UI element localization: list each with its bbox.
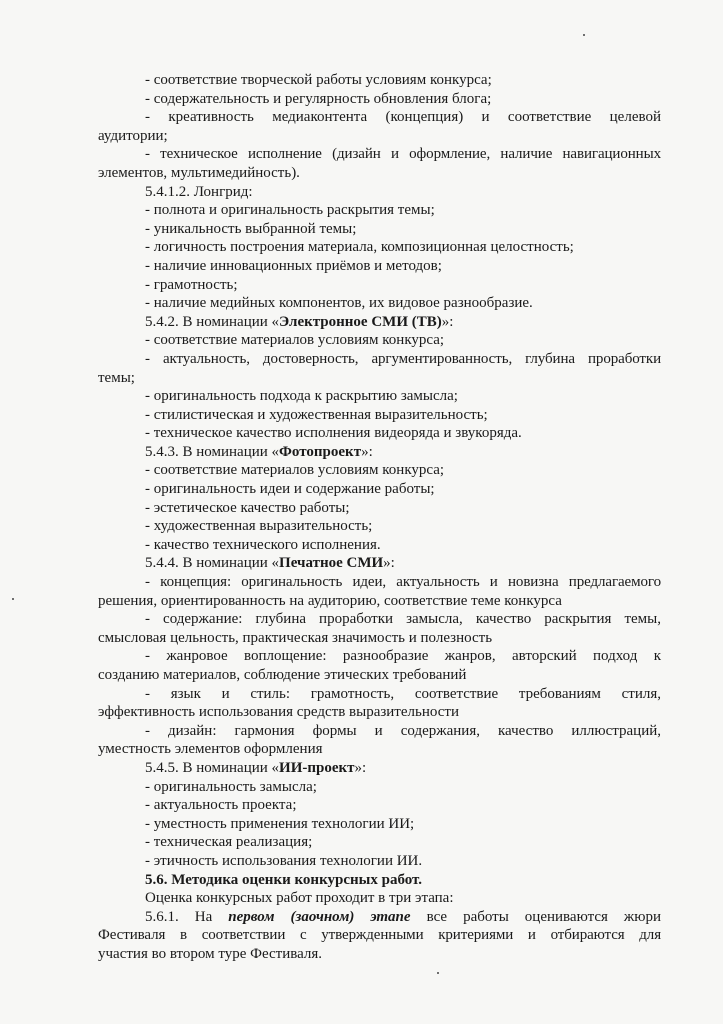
scan-speck [437, 972, 439, 974]
section-heading [98, 871, 661, 890]
criteria-line: - концепция: оригинальность идеи, актуальность и новизна предлагаемого [145, 574, 661, 591]
criteria-line: - грамотность; [145, 276, 238, 293]
criteria-line: - содержание: глубина проработки замысла, качество раскрытия темы, [145, 611, 661, 628]
scan-speck [12, 598, 14, 600]
criteria-line: - актуальность проекта; [145, 797, 297, 814]
criteria-line: - логичность построения материала, композиционная целостность; [145, 239, 574, 256]
nomination-suffix: »: [383, 555, 395, 572]
criteria-line: - соответствие материалов условиям конкурса; [145, 462, 445, 479]
paragraph-line [98, 908, 661, 927]
paragraph-line: участия во втором туре Фестиваля. [98, 945, 323, 962]
nomination-heading [98, 443, 661, 462]
criteria-line: - наличие медийных компонентов, их видовое разнообразие. [145, 295, 533, 312]
nomination-heading [98, 313, 661, 332]
criteria-line: эффективность использования средств выразительности [98, 704, 459, 721]
criteria-line: - техническая реализация; [145, 834, 313, 851]
criteria-line: - оригинальность подхода к раскрытию замысла; [145, 388, 458, 405]
criteria-line: - актуальность, достоверность, аргументированность, глубина проработки [145, 350, 661, 367]
criteria-line: - художественная выразительность; [145, 518, 373, 535]
nomination-title: Печатное СМИ [279, 555, 384, 572]
criteria-line: - содержательность и регулярность обновления блога; [145, 90, 492, 107]
criteria-line: созданию материалов, соблюдение этических требований [98, 667, 467, 683]
section-title: 5.6. Методика оценки конкурсных работ. [145, 871, 423, 888]
criteria-line: аудитории; [98, 127, 168, 144]
criteria-line: - техническое качество исполнения видеоряда и звукоряда. [145, 425, 522, 442]
nomination-prefix: 5.4.3. В номинации « [145, 443, 280, 460]
criteria-line: уместность элементов оформления [98, 741, 323, 758]
stage-suffix: все работы оцениваются жюри [410, 908, 662, 925]
criteria-line: - уместность применения технологии ИИ; [145, 815, 415, 832]
section-heading: 5.4.1.2. Лонгрид: [145, 183, 253, 200]
criteria-line: - уникальность выбранной темы; [145, 220, 357, 237]
paragraph-line: Фестиваля в соответствии с утвержденными критериями и отбираются для [98, 927, 661, 944]
nomination-title: Электронное СМИ (ТВ) [279, 313, 442, 330]
criteria-line: решения, ориентированность на аудиторию, соответствие теме конкурса [98, 592, 562, 609]
criteria-line: - полнота и оригинальность раскрытия темы; [145, 202, 435, 219]
criteria-line: - соответствие материалов условиям конкурса; [145, 332, 445, 349]
nomination-heading [98, 759, 661, 778]
stage-prefix: 5.6.1. На [145, 908, 229, 925]
paragraph-line: Оценка конкурсных работ проходит в три этапа: [145, 890, 454, 907]
nomination-suffix: »: [441, 313, 454, 330]
nomination-suffix: »: [354, 759, 367, 776]
criteria-line: - жанровое воплощение: разнообразие жанров, авторский подход к [145, 648, 661, 665]
criteria-line: - язык и стиль: грамотность, соответствие требованиям стиля, [145, 685, 661, 702]
scan-speck [583, 34, 585, 36]
nomination-title: ИИ-проект [279, 759, 355, 776]
stage-emphasis: первом (заочном) этапе [228, 908, 411, 925]
criteria-line: смысловая цельность, практическая значимость и полезность [98, 629, 493, 646]
criteria-line: - эстетическое качество работы; [145, 499, 350, 516]
criteria-line: - соответствие творческой работы условиям конкурса; [145, 72, 492, 88]
criteria-line: - дизайн: гармония формы и содержания, качество иллюстраций, [145, 722, 661, 739]
nomination-heading [98, 554, 661, 573]
nomination-prefix: 5.4.2. В номинации « [145, 313, 280, 330]
criteria-line: - наличие инновационных приёмов и методов; [145, 257, 442, 274]
nomination-title: Фотопроект [279, 443, 362, 460]
criteria-line: - качество технического исполнения. [145, 536, 381, 553]
nomination-prefix: 5.4.5. В номинации « [145, 759, 280, 776]
criteria-line: - оригинальность идеи и содержание работы; [145, 481, 435, 498]
nomination-suffix: »: [361, 443, 373, 460]
nomination-prefix: 5.4.4. В номинации « [145, 555, 280, 572]
criteria-line: темы; [98, 369, 135, 386]
criteria-line: - техническое исполнение (дизайн и оформление, наличие навигационных [145, 146, 661, 163]
criteria-line: - оригинальность замысла; [145, 778, 317, 795]
criteria-line: - этичность использования технологии ИИ. [145, 852, 423, 869]
criteria-line: - стилистическая и художественная выразительность; [145, 406, 488, 423]
criteria-line: - креативность медиаконтента (концепция) и соответствие целевой [145, 109, 661, 126]
criteria-line: элементов, мультимедийность). [98, 164, 300, 181]
